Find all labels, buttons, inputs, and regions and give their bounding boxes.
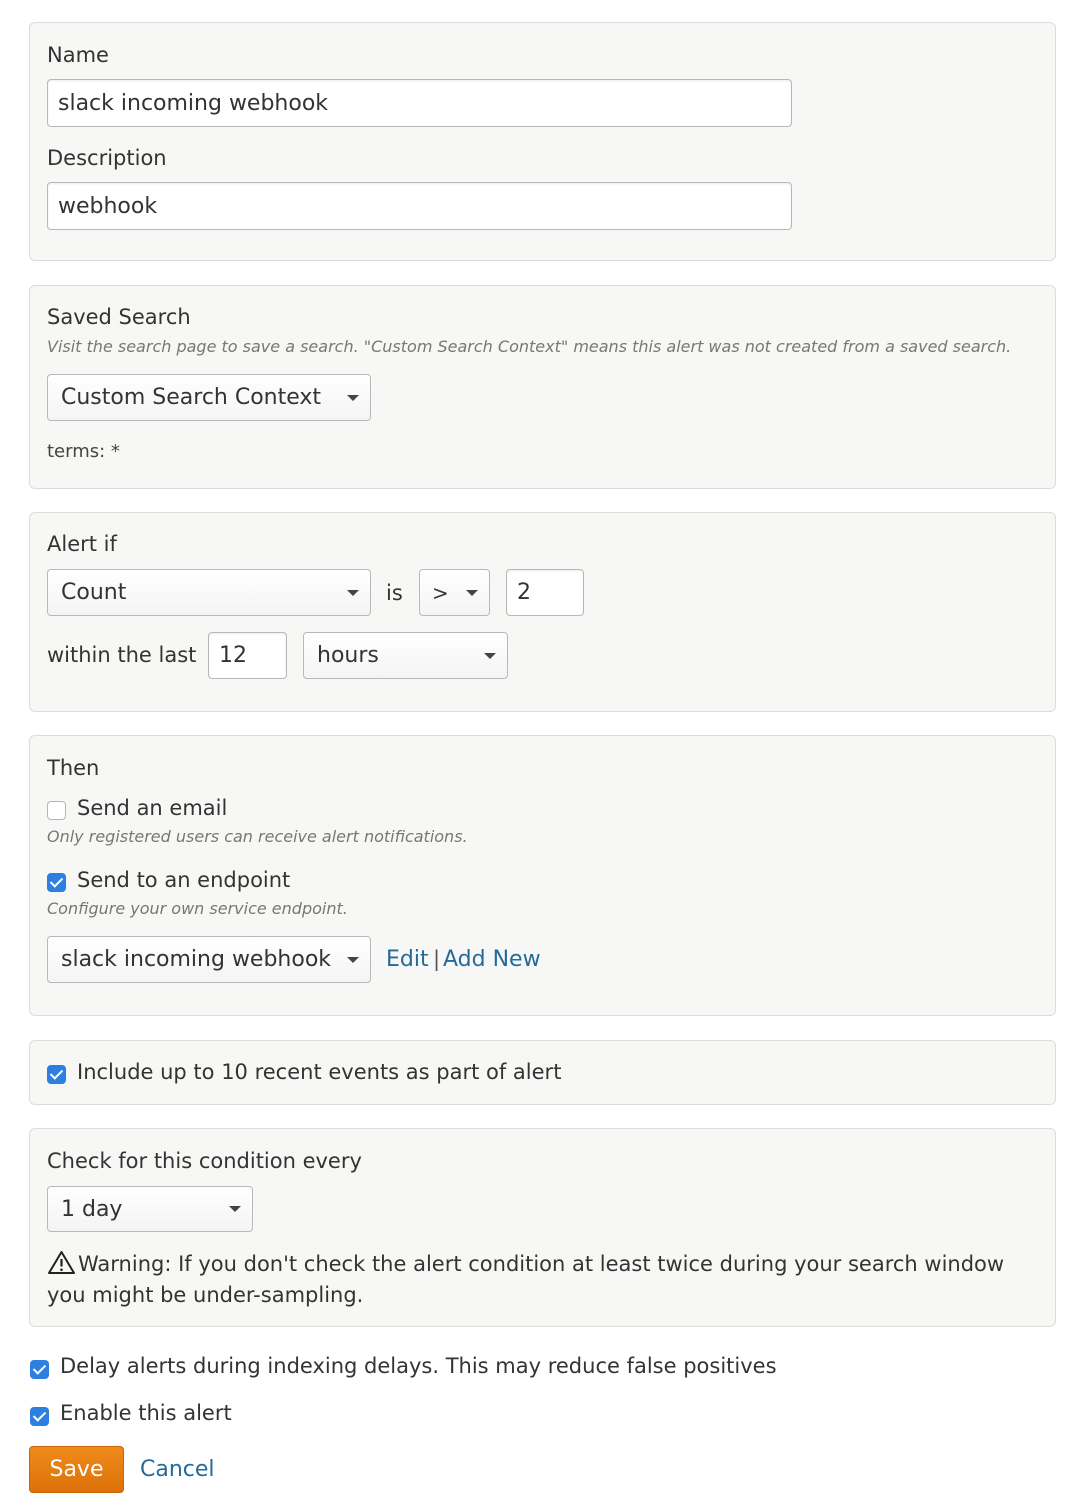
chevron-down-icon — [229, 1206, 241, 1212]
send-email-help: Only registered users can receive alert notifications. — [47, 827, 468, 846]
details-panel — [29, 22, 1056, 261]
link-separator: | — [433, 947, 441, 971]
description-input-value: webhook — [58, 193, 158, 219]
alert-condition-panel — [29, 512, 1056, 712]
send-endpoint-label: Send to an endpoint — [77, 868, 291, 892]
delay-alerts-checkbox[interactable] — [30, 1360, 49, 1379]
saved-search-panel — [29, 285, 1056, 489]
name-label: Name — [47, 43, 109, 67]
warning-message — [47, 1249, 1037, 1311]
chevron-down-icon — [347, 590, 359, 596]
add-new-endpoint-link[interactable]: Add New — [443, 947, 541, 972]
send-endpoint-checkbox[interactable] — [47, 873, 66, 892]
send-email-checkbox[interactable] — [47, 801, 66, 820]
chevron-down-icon — [466, 590, 478, 596]
name-input[interactable] — [47, 79, 792, 127]
name-input-value: slack incoming webhook — [58, 90, 329, 116]
then-panel — [29, 735, 1056, 1016]
window-value: 12 — [219, 643, 247, 668]
include-events-panel — [29, 1040, 1056, 1105]
metric-select[interactable] — [47, 569, 371, 616]
description-input[interactable] — [47, 182, 792, 230]
warning-text: Warning: If you don't check the alert condition at least twice during your search window you might be under-sampling. — [47, 1252, 1005, 1307]
operator-selected: > — [432, 580, 449, 605]
enable-alert-checkbox[interactable] — [30, 1407, 49, 1426]
check-frequency-selected: 1 day — [61, 1196, 123, 1222]
edit-endpoint-link[interactable]: Edit — [386, 947, 429, 972]
endpoint-selected: slack incoming webhook — [61, 947, 332, 972]
check-frequency-panel — [29, 1128, 1056, 1327]
within-label: within the last — [47, 643, 197, 667]
chevron-down-icon — [484, 653, 496, 659]
description-label: Description — [47, 146, 167, 170]
include-events-label: Include up to 10 recent events as part of alert — [77, 1060, 562, 1084]
send-endpoint-help: Configure your own service endpoint. — [47, 899, 348, 918]
threshold-value: 2 — [517, 580, 531, 605]
alert-if-label: Alert if — [47, 532, 117, 556]
cancel-link[interactable]: Cancel — [140, 1457, 215, 1482]
is-label: is — [386, 581, 403, 605]
save-button[interactable]: Save — [29, 1446, 124, 1493]
include-events-checkbox[interactable] — [47, 1065, 66, 1084]
window-unit-select[interactable] — [303, 632, 508, 679]
window-unit-selected: hours — [317, 643, 379, 668]
saved-search-selected: Custom Search Context — [61, 385, 322, 410]
warning-icon — [47, 1250, 76, 1275]
check-frequency-select[interactable] — [47, 1186, 253, 1232]
endpoint-select[interactable] — [47, 936, 371, 983]
metric-selected: Count — [61, 580, 127, 605]
chevron-down-icon — [347, 395, 359, 401]
enable-alert-label: Enable this alert — [60, 1401, 232, 1425]
threshold-input[interactable] — [506, 569, 584, 616]
send-email-label: Send an email — [77, 796, 228, 820]
chevron-down-icon — [347, 957, 359, 963]
saved-search-label: Saved Search — [47, 305, 191, 329]
saved-search-help: Visit the search page to save a search. "Custom Search Context" means this alert was not created from a saved search. — [47, 337, 1012, 356]
then-label: Then — [47, 756, 100, 780]
delay-alerts-label: Delay alerts during indexing delays. This may reduce false positives — [60, 1354, 777, 1378]
operator-select[interactable] — [419, 569, 490, 616]
check-every-label: Check for this condition every — [47, 1149, 362, 1173]
search-terms: terms: * — [47, 441, 120, 462]
saved-search-select[interactable] — [47, 374, 371, 421]
window-value-input[interactable] — [208, 632, 287, 679]
